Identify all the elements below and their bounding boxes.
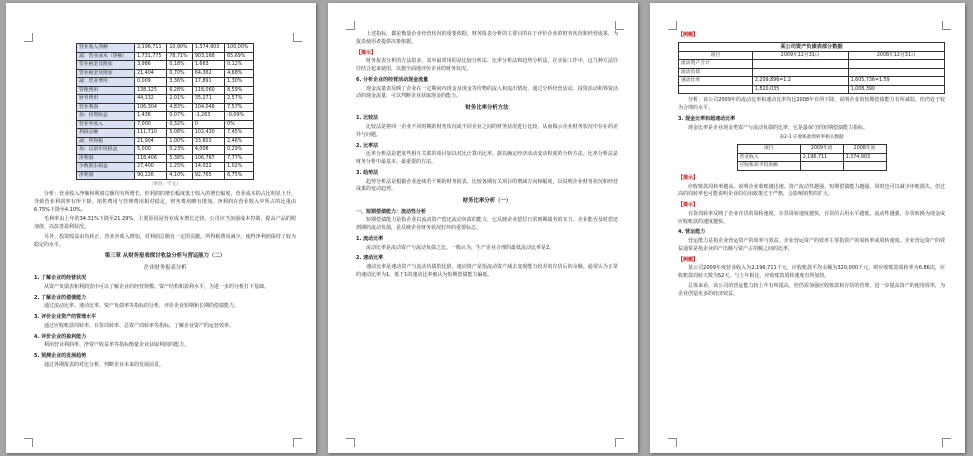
table-row bbox=[77, 61, 254, 70]
table-cell: 净利润 bbox=[77, 154, 135, 163]
table-cell: 102,430 bbox=[192, 129, 224, 138]
table-caption: 表2-1 应收账款周转率相关数据 bbox=[779, 135, 844, 141]
table-cell: 0,18% bbox=[167, 61, 193, 70]
table-cell: 3,986 bbox=[135, 61, 167, 70]
paragraph: 比较法是将同一企业不同时期的财务状况或不同企业之间的财务状况进行比较，从而揭示企业财务状况中存在的差异与问题。 bbox=[356, 124, 618, 138]
table-cell: 4,83% bbox=[167, 103, 193, 112]
table-cell: 流动资产合计 bbox=[679, 60, 753, 69]
paragraph: 存货周转率反映了企业存货的周转速度，存货周转速度越快，存货的占用水平越低，流动性越强，存货转换为现金或应收账款的速度越快。 bbox=[678, 210, 945, 225]
paragraph: 分析：营业收入净额和利润总额均有所增长，但利润的增长幅度低于收入的增长幅度，营业成本的占比明显上升，导致营业利润率有所下降。销售费用与管理费用相对稳定，财务费用略有增加。净利润在营业收入中所占的比重由6.75%下降至4.10%。 bbox=[34, 191, 296, 213]
table-cell: 8,59% bbox=[225, 86, 254, 95]
table-cell: 管理费用 bbox=[77, 86, 135, 95]
paragraph: 速动比率是速动资产与流动负债的比值。速动资产是指流动资产减去变现能力较差的存货后的余额。通常认为正常的速动比率为1，低于1的速动比率被认为短期偿债能力偏低。 bbox=[356, 264, 618, 278]
table-cell: 营业外收入 bbox=[77, 120, 135, 129]
table-row bbox=[77, 86, 254, 95]
paragraph: 某公司2009年度营业收入为2,196,711千元，应收账款平均余额为320,000千元，则应收账款周转率为6.86次，应收账款周转天数为52天。与上年相比，应收账款周转速度有所加快。 bbox=[678, 265, 945, 280]
note-title: 【例题】 bbox=[678, 256, 699, 263]
paragraph: 营运能力是指企业营运资产的效率与效益。企业营运资产的效率主要指资产的周转率或周转速度。企业营运资产的效益通常是指企业的产出额与资产占用额之间的比率。 bbox=[678, 238, 945, 252]
table-cell: 21,904 bbox=[135, 137, 167, 146]
table-row bbox=[77, 69, 254, 78]
table-cell: 5,08% bbox=[167, 129, 193, 138]
table-cell: 44,132 bbox=[135, 95, 167, 104]
crop-mark bbox=[293, 33, 302, 42]
table-cell: 减：营业费用 bbox=[77, 78, 135, 87]
crop-mark bbox=[24, 438, 33, 447]
paragraph: 短期偿债能力是指企业以流动资产偿还流动负债的能力，它反映企业偿付日常到期债务的实力。企业能否及时偿还到期的流动负债，是反映企业财务状况好坏的重要标志。 bbox=[356, 217, 618, 231]
table-cell bbox=[679, 85, 753, 94]
table-cell: 106,787 bbox=[192, 154, 224, 163]
item-heading: 1. 了解企业的经营状况 bbox=[34, 275, 87, 282]
table-cell: 7,77% bbox=[225, 154, 254, 163]
table-row bbox=[679, 60, 945, 69]
crop-mark bbox=[346, 438, 355, 447]
balance-table bbox=[678, 42, 945, 95]
table-cell: 流动负债 bbox=[679, 68, 753, 77]
table-cell: 7,57% bbox=[225, 103, 254, 112]
item-heading: 5. 预测企业的发展趋势 bbox=[34, 353, 87, 360]
paragraph: 利用营业利润率、净资产收益率等指标衡量企业获取利润的能力。 bbox=[44, 342, 190, 349]
table-row bbox=[77, 112, 254, 121]
table-cell: 0,70% bbox=[167, 69, 193, 78]
table-row bbox=[77, 44, 254, 53]
subsection-heading: 3. 现金比率和超速动比率 bbox=[678, 115, 736, 122]
table-cell: 加：投资收益 bbox=[77, 112, 135, 121]
table-cell bbox=[843, 162, 886, 171]
table-cell: 减：所得税 bbox=[77, 137, 135, 146]
table-row bbox=[679, 77, 945, 86]
table-cell: 6,28% bbox=[167, 86, 193, 95]
table-cell: 3,36% bbox=[167, 78, 193, 87]
table-cell: 118,406 bbox=[135, 154, 167, 163]
table-cell bbox=[752, 68, 848, 77]
table-cell: 1,731,775 bbox=[135, 52, 167, 61]
table-cell: 0,07% bbox=[167, 112, 193, 121]
crop-mark bbox=[668, 438, 677, 447]
document-page-1 bbox=[6, 3, 316, 453]
document-page-2 bbox=[328, 3, 638, 453]
note-title: 【例题】 bbox=[678, 32, 699, 38]
turnover-table bbox=[737, 144, 887, 171]
crop-mark bbox=[24, 33, 33, 42]
section-heading: 财务比率分析（一） bbox=[462, 198, 512, 205]
table-cell: 1,663 bbox=[192, 61, 224, 70]
table-header-cell: 2009年度 bbox=[800, 145, 843, 154]
table-cell: 减：营业成本（净额） bbox=[77, 52, 135, 61]
table-cell bbox=[752, 60, 848, 69]
subsection-heading: 3. 趋势法 bbox=[356, 169, 379, 176]
table-cell: 1,00% bbox=[167, 137, 193, 146]
paragraph: 通过流动比率、速动比率、资产负债率等指标的分析，评价企业短期和长期的偿债能力。 bbox=[44, 303, 240, 310]
table-cell: 1,008,390 bbox=[848, 85, 944, 94]
section-heading: 企业财务报表分析 bbox=[143, 264, 187, 271]
table-cell bbox=[800, 162, 843, 171]
table-cell: 0 bbox=[192, 120, 224, 129]
table-cell: 营业利润 bbox=[77, 103, 135, 112]
paragraph: 通过各期报表的对比分析，判断企业未来的发展前景。 bbox=[44, 361, 165, 368]
paragraph: 上述指标，都是衡量企业经营状况的重要依据。财务报表分析的主要目的在于评价企业的财务状况和经营成果，为报表使用者提供决策依据。 bbox=[356, 31, 618, 45]
table-cell: 营业收入净额 bbox=[77, 44, 135, 53]
table-cell: 111,710 bbox=[135, 129, 167, 138]
table-cell: 118,060 bbox=[192, 86, 224, 95]
subsection-heading: 1. 流动比率 bbox=[356, 235, 384, 242]
table-cell: 1,374,903 bbox=[843, 153, 886, 162]
table-cell: 1,30% bbox=[225, 78, 254, 87]
table-cell: 应收账款平均余额 bbox=[737, 162, 800, 171]
table-cell bbox=[848, 60, 944, 69]
subsection-heading: 6. 分析企业的经营活动现金流量 bbox=[356, 76, 429, 83]
item-list bbox=[34, 275, 296, 370]
table-row bbox=[679, 85, 945, 94]
table-row bbox=[77, 137, 254, 146]
paragraph: 趋势分析法是根据企业连续若干期的财务报表，比较各期有关项目的增减方向和幅度，以说明企业财务状况和经营成果的变动趋势。 bbox=[356, 178, 618, 193]
table-cell: 营业收入 bbox=[737, 153, 800, 162]
table-row bbox=[77, 95, 254, 104]
item-heading: 2. 了解企业的偿债能力 bbox=[34, 294, 87, 301]
table-cell: 92,765 bbox=[192, 171, 224, 180]
table-cell: 0,12% bbox=[225, 61, 254, 70]
table-cell: 2,57% bbox=[225, 95, 254, 104]
table-cell: 利润总额 bbox=[77, 129, 135, 138]
table-caption: （单位：千元） bbox=[148, 182, 182, 187]
table-cell: 104,048 bbox=[192, 103, 224, 112]
item-heading: 3. 评价企业资产的管理水平 bbox=[34, 314, 97, 321]
table-cell: 21,404 bbox=[135, 69, 167, 78]
table-row bbox=[737, 153, 886, 162]
table-cell: 10,90% bbox=[167, 44, 193, 53]
table-cell: 0,32% bbox=[167, 120, 193, 129]
document-page-3 bbox=[650, 3, 965, 453]
table-row bbox=[77, 171, 254, 180]
table-cell: 27,400 bbox=[135, 163, 167, 172]
table-cell: 财务费用 bbox=[77, 95, 135, 104]
subsection-heading: 1. 比较法 bbox=[356, 115, 379, 122]
table-cell: 5,000 bbox=[135, 146, 167, 155]
paragraph: 从资产负债表和利润表中可以了解企业的经营规模、资产结构和盈利水平，为进一步的分析打下基础。 bbox=[44, 283, 270, 290]
subsection-heading: 2. 比率法 bbox=[356, 142, 379, 149]
table-cell: 64,362 bbox=[192, 69, 224, 78]
paragraph: 现金流量表反映了企业在一定期间内现金及现金等价物的流入和流出情况，通过分析经营活动、投资活动和筹资活动的现金流量，可以判断企业获取现金的能力。 bbox=[356, 85, 618, 100]
table-cell: 2,209,896=1.2 bbox=[752, 77, 848, 86]
table-cell: 6,75% bbox=[225, 171, 254, 180]
table-cell: 1,02% bbox=[225, 163, 254, 172]
table-cell: 4,68% bbox=[225, 69, 254, 78]
subsection-heading: 2. 速动比率 bbox=[356, 255, 384, 262]
table-cell bbox=[848, 68, 944, 77]
table-cell: 0% bbox=[225, 120, 254, 129]
section-heading: 财务比率分析方法 bbox=[465, 105, 509, 111]
table-cell: 138,125 bbox=[135, 86, 167, 95]
note-title: 【提示】 bbox=[356, 49, 377, 56]
table-row bbox=[77, 154, 254, 163]
table-cell: 14,022 bbox=[192, 163, 224, 172]
table-row bbox=[77, 120, 254, 129]
paragraph: 应收账款周转率越高，说明企业收账越迅速，资产流动性越强，短期偿债能力越强。同时也可以减少坏账损失。但过高的周转率也可能说明企业的信用政策过于严格，会影响销售的扩大。 bbox=[678, 183, 945, 198]
table-header-cell: 2009年12月31日 bbox=[752, 51, 848, 60]
table-row bbox=[77, 78, 254, 87]
table-cell: 33,803 bbox=[192, 137, 224, 146]
item-heading: 4. 评价企业的盈利能力 bbox=[34, 333, 87, 340]
paragraph: 分析：该公司2009年的流动比率和速动比率均比2008年有所下降，说明企业的短期偿债能力有所减弱，但仍处于较为合理的水平。 bbox=[678, 97, 945, 112]
table-cell: 1,25% bbox=[167, 163, 193, 172]
paragraph: 比率分析法是把某些相互关联的项目加以对比计算出比率，据以确定经济活动变动程度的分析方法。比率分析法是财务分析中最基本、最重要的方法。 bbox=[356, 151, 618, 166]
paragraph: 现金比率是企业现金类资产与流动负债的比率，它是最保守的短期偿债能力指标。 bbox=[688, 124, 869, 131]
table-cell: 7,000 bbox=[135, 120, 167, 129]
table-cell: -0,09% bbox=[225, 112, 254, 121]
table-cell: 903,168 bbox=[192, 52, 224, 61]
table-cell: 100,00% bbox=[225, 44, 254, 53]
table-cell: 1,605,736=1.59 bbox=[848, 77, 944, 86]
table-cell: 2,196,711 bbox=[800, 153, 843, 162]
table-cell: 90,226 bbox=[135, 171, 167, 180]
table-header-cell: 项目 bbox=[679, 51, 753, 60]
paragraph: 流动比率是流动资产与流动负债之比。一般认为，生产企业合理的最低流动比率是2。 bbox=[366, 244, 555, 251]
table-cell: 0,29% bbox=[225, 146, 254, 155]
paragraph: 通过应收账款周转率、存货周转率、总资产周转率等指标，了解企业资产的运营效率。 bbox=[44, 322, 235, 329]
table-cell: -1,263 bbox=[192, 112, 224, 121]
table-header-cell: 项目 bbox=[737, 145, 800, 154]
table-cell: 78,71% bbox=[167, 52, 193, 61]
table-cell: 4,10% bbox=[167, 171, 193, 180]
table-header-cell: 2008年度 bbox=[843, 145, 886, 154]
table-cell: 1,820,035 bbox=[752, 85, 848, 94]
table-cell: 加：以前年度损益 bbox=[77, 146, 135, 155]
table-cell: 1,436 bbox=[135, 112, 167, 121]
table-cell: 1,374,903 bbox=[192, 44, 224, 53]
note-title: 【提示】 bbox=[678, 202, 699, 209]
table-row bbox=[77, 163, 254, 172]
paragraph: 毛利率由上年的34.31%下降至21.29%，主要原因是营业成本增长过快。公司应当加强成本控制，提高产品的附加值，以改善盈利状况。 bbox=[34, 216, 296, 231]
table-cell: 少数股东损益 bbox=[77, 163, 135, 172]
table-row bbox=[77, 129, 254, 138]
crop-mark bbox=[668, 21, 677, 30]
table-cell: 2,46% bbox=[225, 137, 254, 146]
table-row bbox=[77, 52, 254, 61]
table-cell: 17,891 bbox=[192, 78, 224, 87]
table-cell: 106,304 bbox=[135, 103, 167, 112]
table-row bbox=[77, 146, 254, 155]
paragraph: 财务报表分析的方法很多，其中最常用的是比较分析法、比率分析法和趋势分析法。在实际工作中，这几种方法往往结合起来使用，以便全面地评价企业的财务状况。 bbox=[356, 58, 618, 72]
table-row bbox=[679, 68, 945, 77]
table-cell: 营业税金及附加 bbox=[77, 61, 135, 70]
table-title: 某公司资产负债表部分数据 bbox=[679, 42, 945, 51]
income-table bbox=[76, 43, 254, 180]
table-cell: 净利润 bbox=[77, 171, 135, 180]
table-cell: 速动比率 bbox=[679, 77, 753, 86]
subsection-heading: 4. 营运能力 bbox=[678, 229, 706, 236]
table-cell: 4,008 bbox=[192, 146, 224, 155]
table-cell: 5,38% bbox=[167, 154, 193, 163]
table-cell: 65,69% bbox=[225, 52, 254, 61]
paragraph: 总体来看，该公司的营运能力较上年有所提高，但仍需加强应收账款和存货的管理，进一步提高资产的使用效率，为企业创造更多的经济效益。 bbox=[678, 282, 945, 297]
table-cell: 7,45% bbox=[225, 129, 254, 138]
table-cell: 0,23% bbox=[167, 146, 193, 155]
table-cell: 2,01% bbox=[167, 95, 193, 104]
table-cell: 营业税金及附加 bbox=[77, 69, 135, 78]
table-row bbox=[737, 162, 886, 171]
table-cell: 2,196,711 bbox=[135, 44, 167, 53]
chapter-heading: 第三章 从财务报表探讨收益分析与营运能力（二） bbox=[104, 253, 226, 260]
note-title: 【提示】 bbox=[678, 174, 699, 181]
table-row bbox=[77, 103, 254, 112]
subsection-heading: 一、短期偿债能力：流动性分析 bbox=[356, 208, 427, 215]
paragraph: 另外，投资收益由负转正，营业外收入增加，对利润总额有一定的贡献。所得税费用减少，使得净利润保持了较为稳定的水平。 bbox=[34, 233, 296, 248]
crop-mark bbox=[346, 21, 355, 30]
crop-mark bbox=[615, 21, 624, 30]
table-header-cell: 2008年12月31日 bbox=[848, 51, 944, 60]
table-cell: 35,271 bbox=[192, 95, 224, 104]
table-cell: 0,009 bbox=[135, 78, 167, 87]
